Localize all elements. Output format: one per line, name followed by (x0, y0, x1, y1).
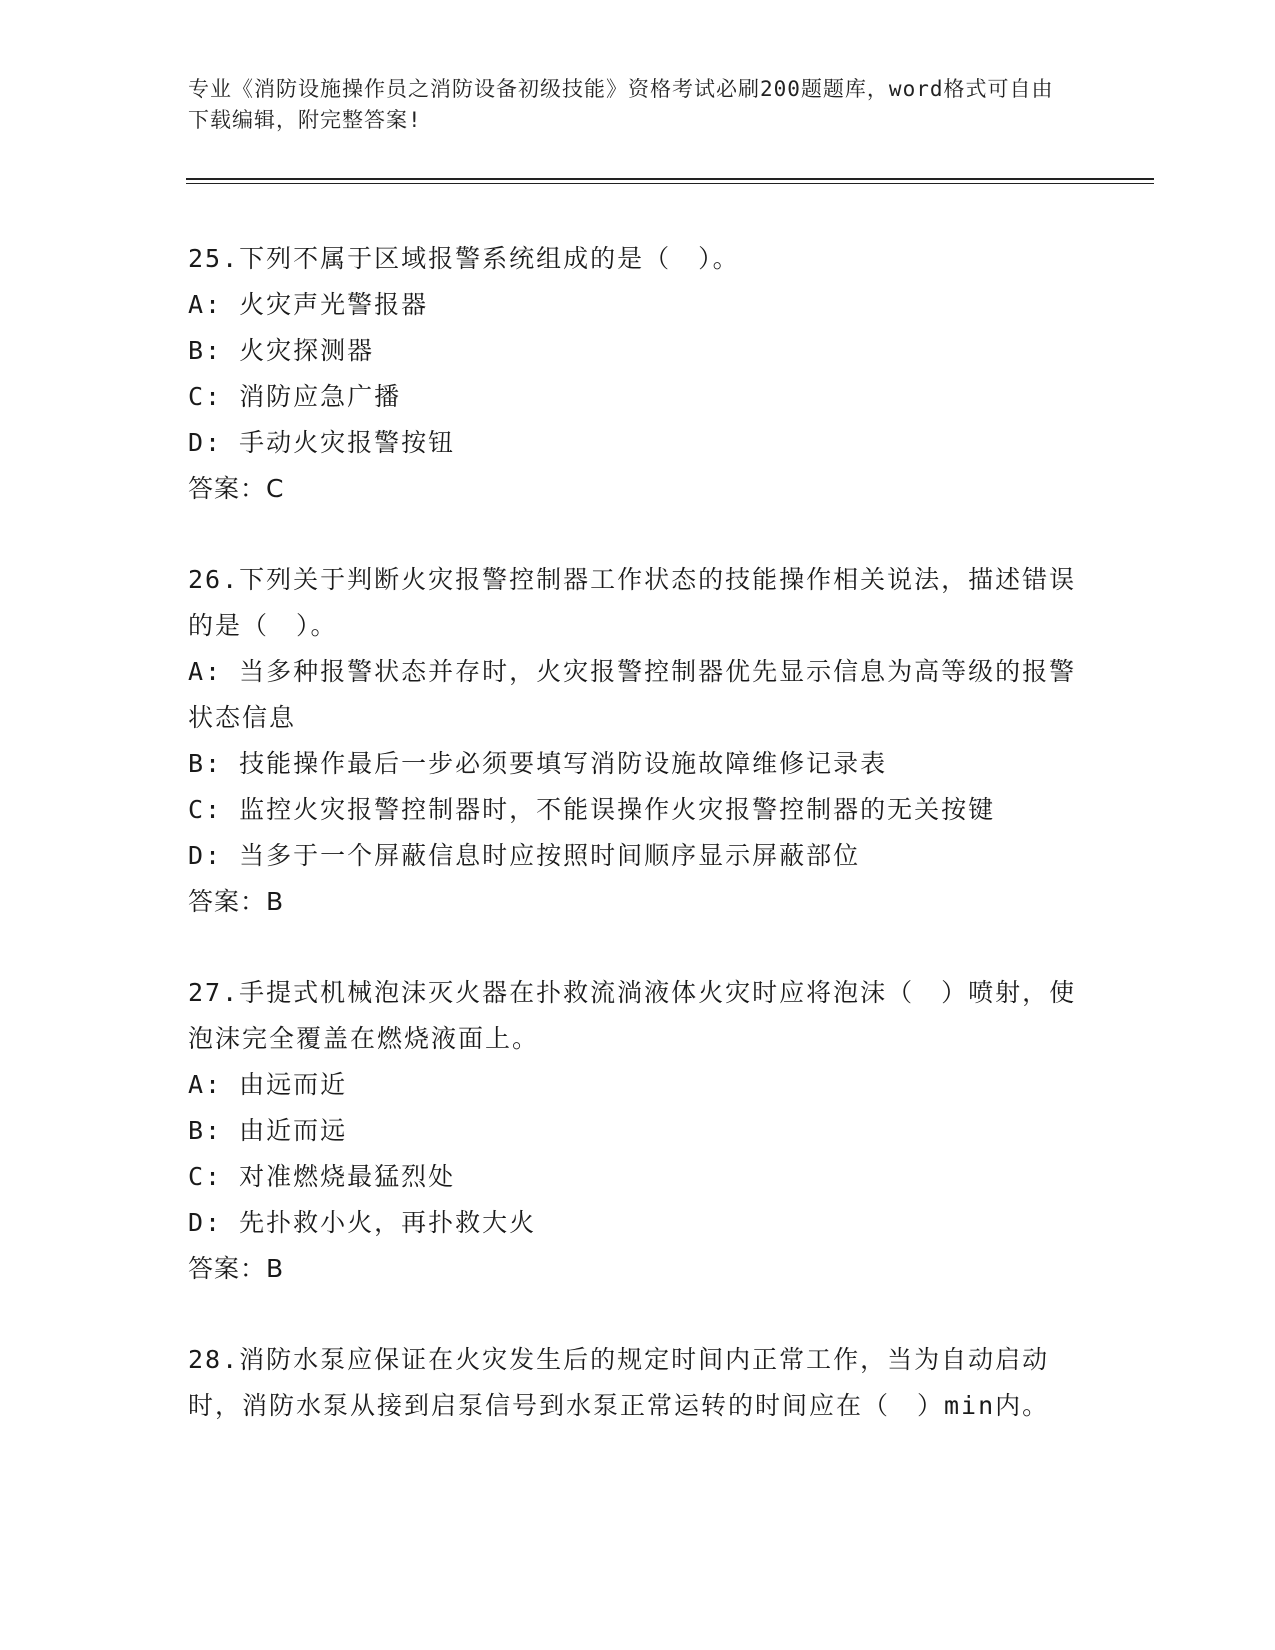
option-d: D: 先扑救小火，再扑救大火 (188, 1208, 537, 1237)
question-25 (188, 236, 1078, 512)
question-stem: 28.消防水泵应保证在火灾发生后的规定时间内正常工作，当为自动启动时，消防水泵从接到启泵信号到水泵正常运转的时间应在（ ）min内。 (188, 1345, 1050, 1420)
answer: 答案：C (188, 474, 285, 503)
header-divider-thin (186, 183, 1154, 184)
question-26 (188, 557, 1078, 925)
option-d: D: 手动火灾报警按钮 (188, 428, 456, 457)
header-divider-thick (186, 178, 1154, 180)
option-b: B: 由近而远 (188, 1116, 348, 1145)
option-a: A: 当多种报警状态并存时，火灾报警控制器优先显示信息为高等级的报警状态信息 (188, 657, 1077, 732)
option-a: A: 由远而近 (188, 1070, 348, 1099)
option-c: C: 对准燃烧最猛烈处 (188, 1162, 456, 1191)
option-c: C: 监控火灾报警控制器时，不能误操作火灾报警控制器的无关按键 (188, 795, 996, 824)
question-28 (188, 1337, 1078, 1429)
option-c: C: 消防应急广播 (188, 382, 402, 411)
question-list (188, 236, 1078, 1474)
option-a: A: 火灾声光警报器 (188, 290, 429, 319)
question-stem: 26.下列关于判断火灾报警控制器工作状态的技能操作相关说法，描述错误的是（ ）。 (188, 565, 1077, 640)
answer: 答案：B (188, 887, 285, 916)
option-b: B: 技能操作最后一步必须要填写消防设施故障维修记录表 (188, 749, 888, 778)
question-stem: 27.手提式机械泡沫灭火器在扑救流淌液体火灾时应将泡沫（ ）喷射，使泡沫完全覆盖在燃烧液面上。 (188, 978, 1077, 1053)
answer: 答案：B (188, 1254, 285, 1283)
option-d: D: 当多于一个屏蔽信息时应按照时间顺序显示屏蔽部位 (188, 841, 861, 870)
question-27 (188, 970, 1078, 1292)
option-b: B: 火灾探测器 (188, 336, 375, 365)
document-header: 专业《消防设施操作员之消防设备初级技能》资格考试必刷200题题库，word格式可自由下载编辑，附完整答案! (188, 77, 1054, 132)
question-stem: 25.下列不属于区域报警系统组成的是（ ）。 (188, 244, 740, 273)
